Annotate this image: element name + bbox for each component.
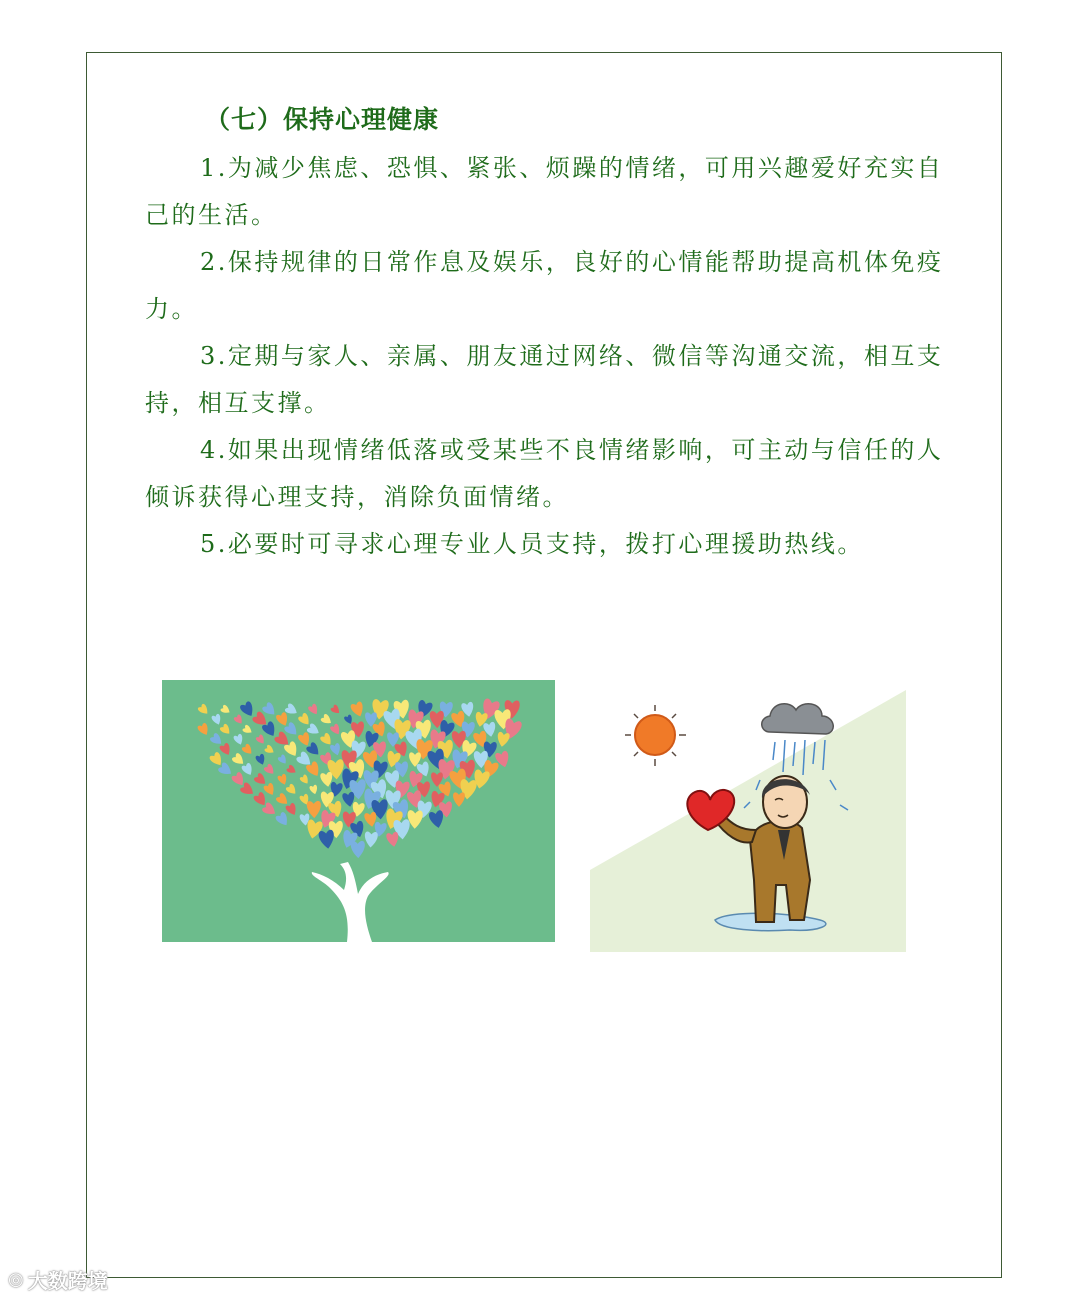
paragraph-2: 2.保持规律的日常作息及娱乐，良好的心情能帮助提高机体免疫力。 [145, 248, 944, 323]
weibo-logo-icon: ◎ [8, 1269, 24, 1290]
paragraph-1: 1.为减少焦虑、恐惧、紧张、烦躁的情绪，可用兴趣爱好充实自己的生活。 [145, 154, 944, 229]
heart-tree-illustration [162, 680, 555, 942]
section-heading: （七）保持心理健康 [205, 105, 440, 134]
watermark [8, 1265, 108, 1294]
man-holding-heart-illustration [590, 680, 906, 952]
watermark-text: 大数跨境 [27, 1269, 108, 1293]
paragraph-4: 4.如果出现情绪低落或受某些不良情绪影响，可主动与信任的人倾诉获得心理支持，消除负面情绪。 [145, 436, 944, 511]
paragraph-5: 5.必要时可寻求心理专业人员支持，拨打心理援助热线。 [200, 530, 864, 558]
paragraph-3: 3.定期与家人、亲属、朋友通过网络、微信等沟通交流，相互支持，相互支撑。 [145, 342, 944, 417]
